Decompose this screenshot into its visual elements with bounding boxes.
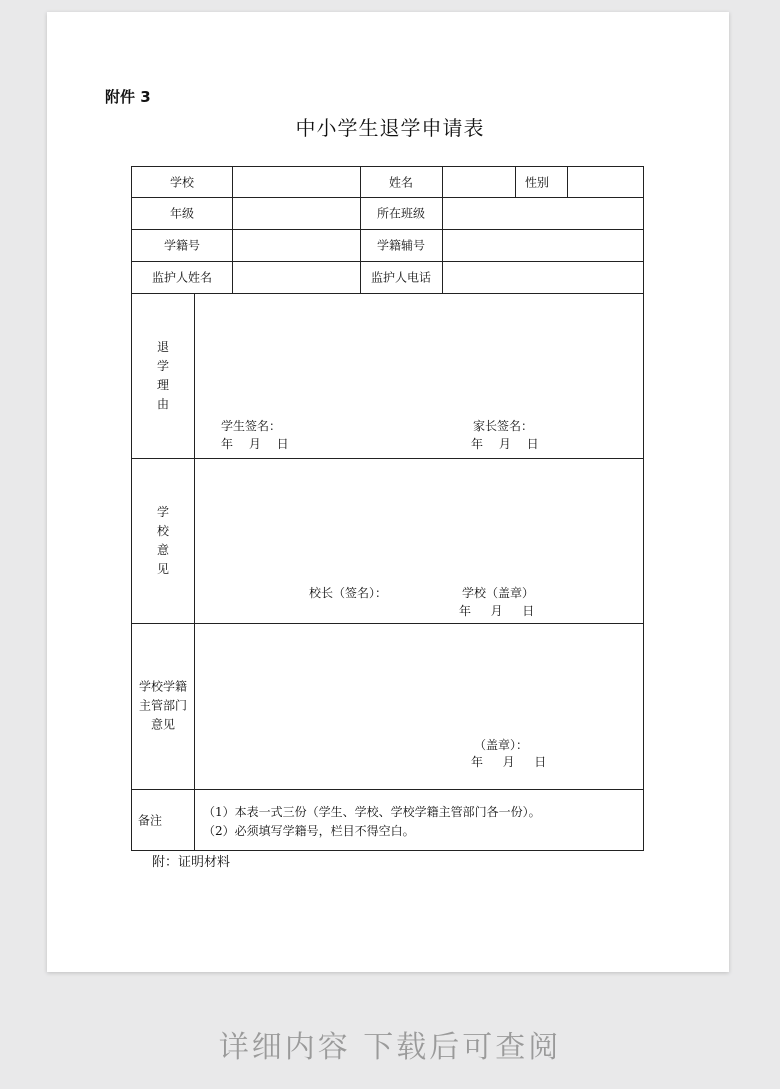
- student-id-label: 学籍号: [163, 238, 201, 253]
- table-line: [360, 166, 361, 293]
- table-line: [194, 293, 195, 850]
- table-line: [442, 166, 443, 293]
- dept-opinion-label: 学校学籍 主管部门 意见: [138, 679, 188, 732]
- table-line: [131, 166, 132, 851]
- table-line: [567, 166, 568, 197]
- table-line: [131, 197, 643, 198]
- student-sign-label: 学生签名：: [221, 419, 282, 433]
- gender-label: 性别: [524, 175, 550, 190]
- class-label: 所在班级: [376, 206, 426, 221]
- parent-date: 年 月 日: [471, 437, 539, 451]
- download-hint: 详细内容 下载后可查阅: [218, 1030, 562, 1065]
- table-line: [131, 623, 643, 624]
- student-date: 年 月 日: [221, 437, 289, 451]
- attachment-note: 附：证明材料: [152, 855, 231, 870]
- table-line: [232, 166, 233, 293]
- principal-sign-label: 校长（签名）：: [309, 586, 388, 600]
- table-line: [515, 166, 516, 197]
- guardian-phone-label: 监护人电话: [370, 270, 432, 285]
- remarks-label: 备注: [137, 813, 163, 828]
- school-opinion-date: 年 月 日: [459, 604, 535, 618]
- aux-id-label: 学籍辅号: [376, 238, 426, 253]
- grade-label: 年级: [169, 206, 195, 221]
- table-line: [131, 229, 643, 230]
- remarks-line-1: （1）本表一式三份（学生、学校、学校学籍主管部门各一份）。: [203, 805, 541, 819]
- dept-seal-label: （盖章）：: [474, 738, 529, 752]
- guardian-name-label: 监护人姓名: [151, 270, 213, 285]
- school-opinion-label: 学校意见: [156, 505, 169, 576]
- table-line: [131, 789, 643, 790]
- attachment-label: 附件 3: [105, 88, 151, 106]
- name-label: 姓名: [388, 175, 414, 190]
- table-line: [131, 293, 643, 294]
- school-label: 学校: [169, 175, 195, 190]
- parent-sign-label: 家长签名：: [473, 419, 534, 433]
- table-line: [131, 458, 643, 459]
- reason-label: 退学理由: [156, 340, 169, 411]
- school-seal-label: 学校（盖章）: [462, 586, 535, 600]
- table-line: [131, 261, 643, 262]
- dept-opinion-date: 年 月 日: [471, 755, 547, 769]
- form-title: 中小学生退学申请表: [295, 116, 485, 140]
- table-line: [643, 166, 644, 851]
- remarks-line-2: （2）必须填写学籍号，栏目不得空白。: [203, 824, 415, 838]
